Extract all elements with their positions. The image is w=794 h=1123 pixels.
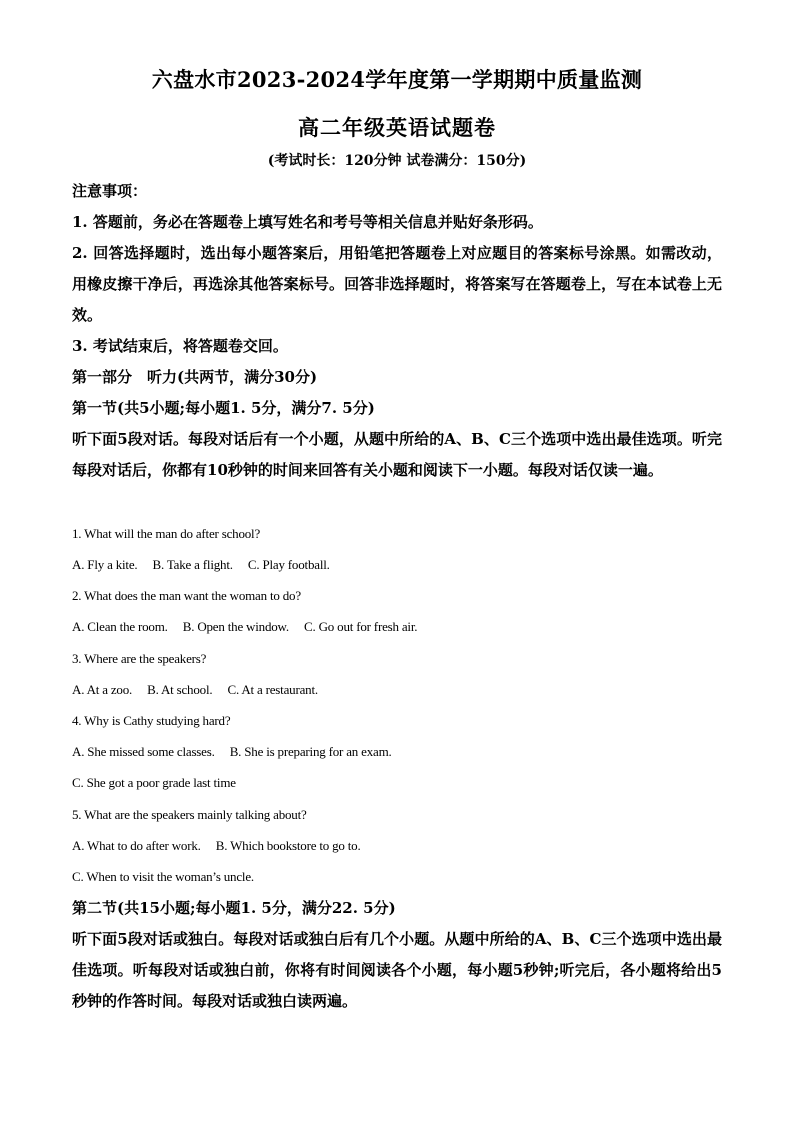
question-3-option-b: B. At school. bbox=[147, 682, 213, 697]
section2-instructions: 听下面5段对话或独白。每段对话或独白后有几个小题。从题中所给的A、B、C三个选项中选出最佳选项。听每段对话或独白前，你将有时间阅读各个小题，每小题5秒钟;听完后，各小题将给出5秒钟的作答时间。每段对话或独白读两遍。 bbox=[72, 930, 722, 1010]
question-5-option-c: C. When to visit the woman’s uncle. bbox=[72, 869, 254, 884]
exam-title: 六盘水市2023-2024学年度第一学期期中质量监测 bbox=[151, 67, 643, 92]
question-2-stem: 2. What does the man want the woman to do? bbox=[72, 588, 301, 603]
exam-subtitle-grade: 高二年级英语试题卷 bbox=[298, 115, 496, 140]
question-1-option-c: C. Play football. bbox=[247, 557, 330, 572]
section1-heading: 第一节(共5小题;每小题1. 5分，满分7. 5分) bbox=[72, 399, 375, 417]
part1-heading: 第一部分 听力(共两节，满分30分) bbox=[72, 368, 318, 386]
question-2-option-a: A. Clean the room. bbox=[72, 619, 168, 634]
question-2-option-b: B. Open the window. bbox=[182, 619, 289, 634]
question-2-options bbox=[72, 617, 732, 637]
question-5-option-b: B. Which bookstore to go to. bbox=[215, 838, 361, 853]
question-1-stem: 1. What will the man do after school? bbox=[72, 526, 261, 541]
question-5-stem: 5. What are the speakers mainly talking about? bbox=[72, 807, 307, 822]
question-1-option-b: B. Take a flight. bbox=[152, 557, 233, 572]
question-5-option-a: A. What to do after work. bbox=[72, 838, 201, 853]
question-3-options bbox=[72, 680, 732, 700]
question-2-option-c: C. Go out for fresh air. bbox=[304, 619, 418, 634]
exam-duration-score: (考试时长：120分钟 试卷满分：150分) bbox=[267, 153, 527, 169]
question-3-option-c: C. At a restaurant. bbox=[227, 682, 318, 697]
note-item-1: 1. 答题前，务必在答题卷上填写姓名和考号等相关信息并贴好条形码。 bbox=[72, 213, 543, 231]
question-4-stem: 4. Why is Cathy studying hard? bbox=[72, 713, 231, 728]
note-item-2: 2. 回答选择题时，选出每小题答案后，用铅笔把答题卷上对应题目的答案标号涂黑。如需改动，用橡皮擦干净后，再选涂其他答案标号。回答非选择题时，将答案写在答题卷上，写在本试卷上无效。 bbox=[72, 244, 722, 324]
question-4-option-a: A. She missed some classes. bbox=[72, 744, 215, 759]
question-4-options bbox=[72, 742, 732, 762]
notes-heading: 注意事项： bbox=[72, 182, 148, 200]
question-1-option-a: A. Fly a kite. bbox=[72, 557, 138, 572]
question-1-options bbox=[72, 555, 732, 575]
question-4-option-c: C. She got a poor grade last time bbox=[72, 775, 236, 790]
note-item-3: 3. 考试结束后，将答题卷交回。 bbox=[72, 337, 288, 355]
section1-instructions: 听下面5段对话。每段对话后有一个小题，从题中所给的A、B、C三个选项中选出最佳选项。听完每段对话后，你都有10秒钟的时间来回答有关小题和阅读下一小题。每段对话仅读一遍。 bbox=[72, 430, 722, 479]
section2-heading: 第二节(共15小题;每小题1. 5分，满分22. 5分) bbox=[72, 899, 396, 917]
question-3-stem: 3. Where are the speakers? bbox=[72, 651, 207, 666]
question-5-options bbox=[72, 836, 732, 856]
question-3-option-a: A. At a zoo. bbox=[72, 682, 133, 697]
question-4-option-b: B. She is preparing for an exam. bbox=[229, 744, 392, 759]
